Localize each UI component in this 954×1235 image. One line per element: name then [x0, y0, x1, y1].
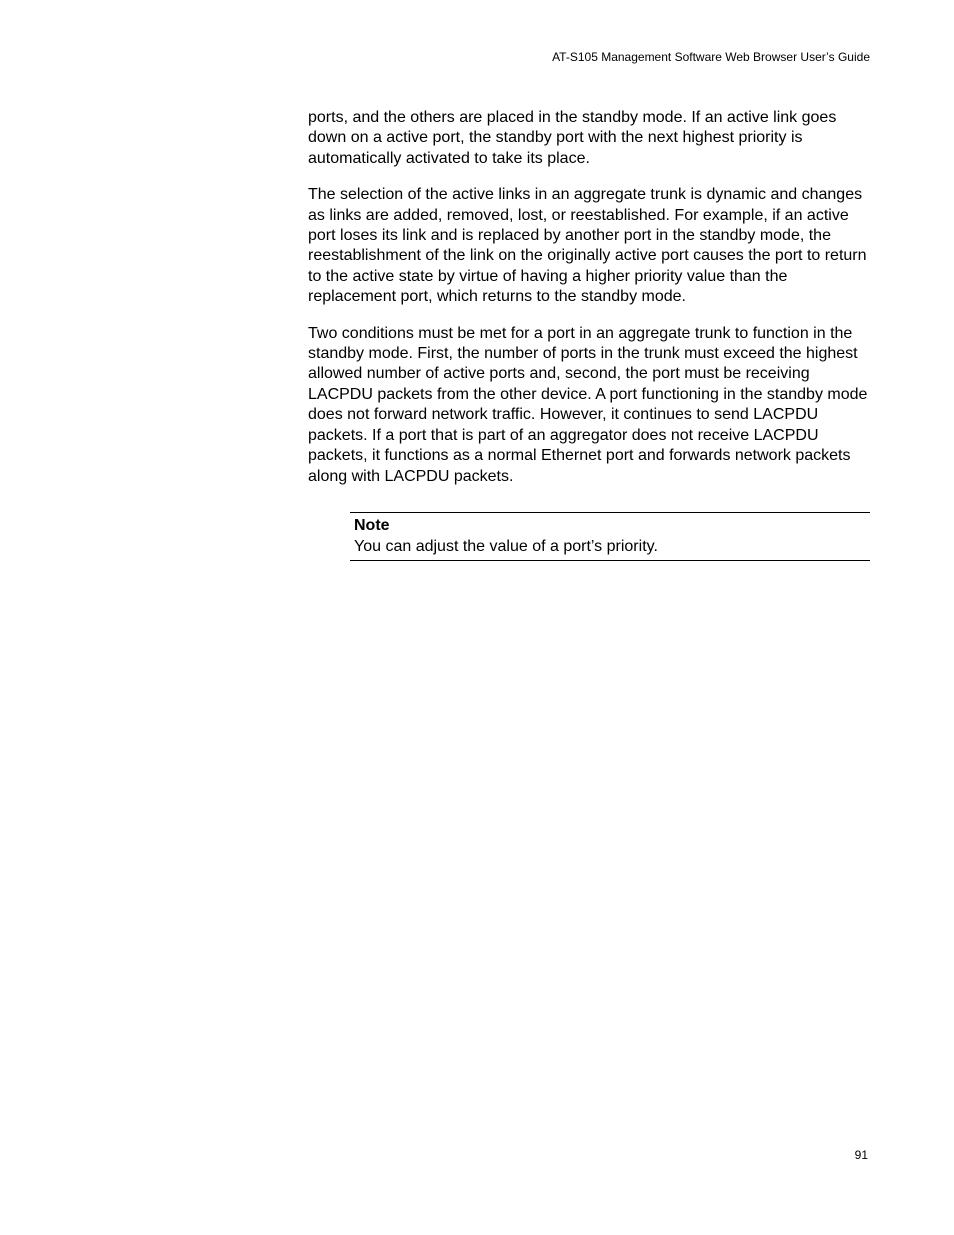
paragraph-standby-conditions: Two conditions must be met for a port in an aggregate trunk to function in the standby mode. First, the number of ports in the trunk must exceed the highest allowed number of active ports and, second, the port must be receiving LACPDU packets from the other device. A port functioning in the standby mode does not forward network traffic. However, it continues to send LACPDU packets. If a port that is part of an aggregator does not receive LACPDU packets, it functions as a normal Ethernet port and forwards network packets along with LACPDU packets. [308, 324, 868, 485]
note-box [350, 512, 870, 561]
body-text [308, 108, 870, 503]
page-number: 91 [854, 1148, 868, 1162]
paragraph-active-link-selection: The selection of the active links in an aggregate trunk is dynamic and changes as links are added, removed, lost, or reestablished. For example, if an active port loses its link and is replaced by another port in the standby mode, the reestablishment of the link on the originally active port causes the port to return to the active state by virtue of having a higher priority value than the replacement port, which returns to the standby mode. [308, 186, 867, 306]
note-title: Note [354, 517, 390, 534]
running-header: AT-S105 Management Software Web Browser User’s Guide [552, 50, 870, 64]
paragraph-standby-activation: ports, and the others are placed in the standby mode. If an active link goes down on a active port, the standby port with the next highest priority is automatically activated to take its place. [308, 109, 837, 167]
note-text: You can adjust the value of a port’s priority. [354, 538, 658, 555]
